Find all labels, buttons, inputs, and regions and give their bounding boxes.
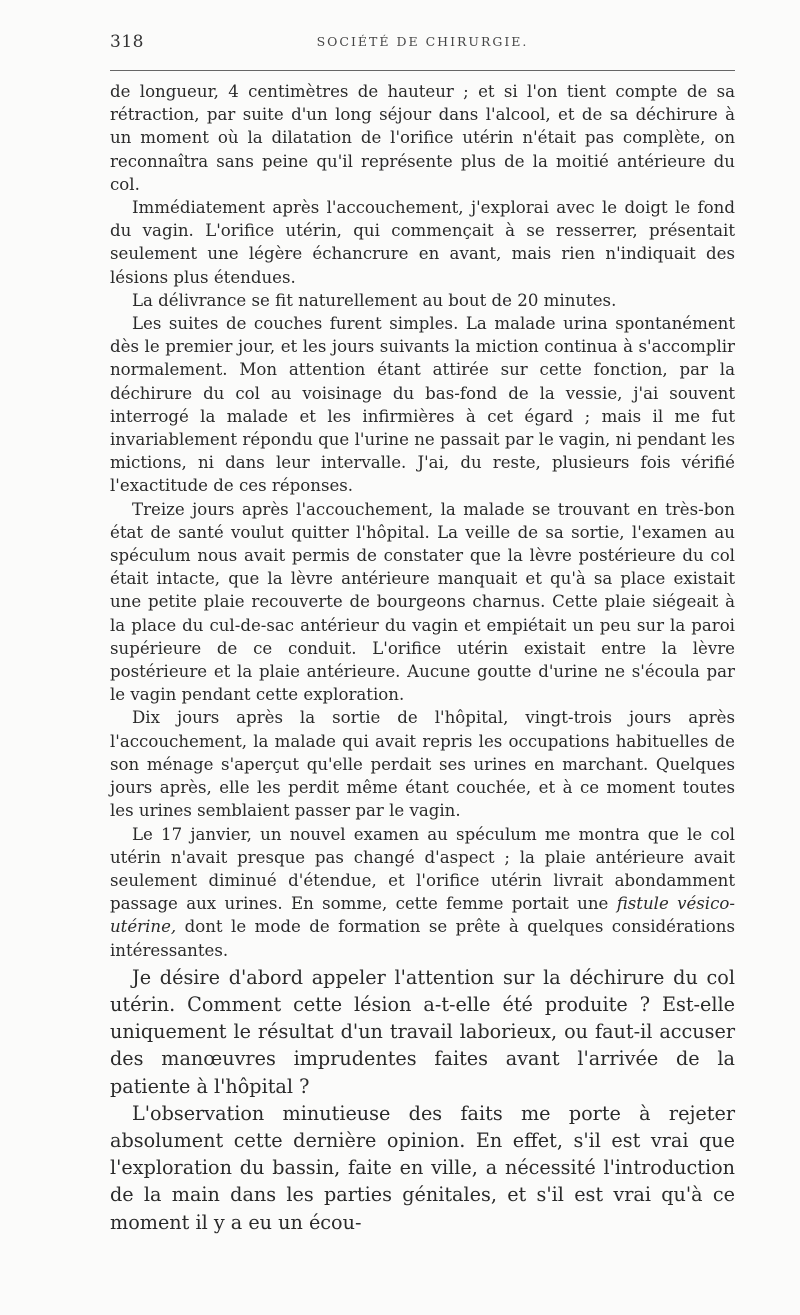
paragraph-2: Immédiatement après l'accouchement, j'explorai avec le doigt le fond du vagin. L'orifice utérin, qui commençait à se resserrer, présentait seulement une légère échancrure en avant, mais rien n'indiquait des lésions plus étendues. [110,198,735,287]
paragraph-7-text-before: Le 17 janvier, un nouvel examen au spéculum me montra que le col utérin n'avait presque pas changé d'aspect ; la plaie antérieure avait seulement diminué d'étendue, et l'orifice utérin livrait abondamment passage aux urines. En somme, cette femme portait une [110,824,735,914]
body-text [110,80,735,1236]
paragraph-7-text-after: dont le mode de formation se prête à quelques considérations intéressantes. [110,917,735,960]
paragraph-8: Je désire d'abord appeler l'attention sur la déchirure du col utérin. Comment cette lésion a-t-elle été produite ? Est-elle uniquement le résultat d'un travail laborieux, ou faut-il accuser des manœuvres imprudentes faites avant l'arrivée de la patiente à l'hôpital ? [110,965,735,1098]
paragraph-1: de longueur, 4 centimètres de hauteur ; et si l'on tient compte de sa rétraction, par suite d'un long séjour dans l'alcool, et de sa déchirure à un moment où la dilatation de l'orifice utérin n'était pas complète, on reconnaîtra sans peine qu'il représente plus de la moitié antérieure du col. [110,82,735,194]
paragraph-7-italic-term: fistule vésico-utérine, [110,894,736,937]
paragraph-6: Dix jours après la sortie de l'hôpital, vingt-trois jours après l'accouchement, la malade qui avait repris les occupations habituelles de son ménage s'aperçut qu'elle perdait ses urines en marchant. Quelques jours après, elle les perdit même étant couchée, et à ce moment toutes les urines semblaient passer par le vagin. [110,708,735,821]
running-title: SOCIÉTÉ DE CHIRURGIE. [316,34,529,49]
page-header [110,32,735,54]
header-rule [110,70,735,71]
paragraph-4: Les suites de couches furent simples. La malade urina spontanément dès le premier jour, et les jours suivants la miction continua à s'accomplir normalement. Mon attention étant attirée sur cette fonction, par la déchirure du col au voisinage du bas-fond de la vessie, j'ai souvent interrogé la malade et les infirmières à cet égard ; mais il me fut invariablement répondu que l'urine ne passait par le vagin, ni pendant les mictions, ni dans leur intervalle. J'ai, du reste, plusieurs fois vérifié l'exactitude de ces réponses. [110,314,735,496]
paragraph-5: Treize jours après l'accouchement, la malade se trouvant en très-bon état de santé voulut quitter l'hôpital. La veille de sa sortie, l'examen au spéculum nous avait permis de constater que la lèvre postérieure du col était intacte, que la lèvre antérieure manquait et qu'à sa place existait une petite plaie recouverte de bourgeons charnus. Cette plaie siégeait à la place du cul-de-sac antérieur du vagin et empiétait un peu sur la paroi supérieure de ce conduit. L'orifice utérin existait entre la lèvre postérieure et la plaie antérieure. Aucune goutte d'urine ne s'écoula par le vagin pendant cette exploration. [110,499,735,705]
paragraph-3: La délivrance se fit naturellement au bout de 20 minutes. [132,290,617,310]
paragraph-7 [110,823,735,962]
paragraph-9: L'observation minutieuse des faits me porte à rejeter absolument cette dernière opinion. En effet, s'il est vrai que l'exploration du bassin, faite en ville, a nécessité l'introduction de la main dans les parties génitales, et s'il est vrai qu'à ce moment il y a eu un écou- [110,1101,735,1234]
page-number: 318 [110,32,144,52]
